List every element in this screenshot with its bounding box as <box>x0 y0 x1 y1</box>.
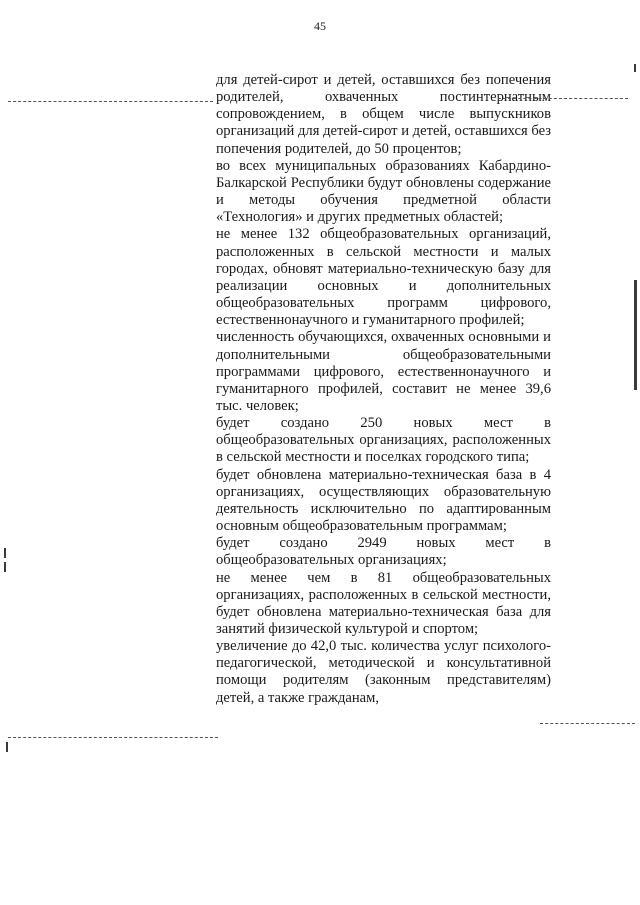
page-number: 45 <box>314 19 326 33</box>
paragraph-adapted-programs: будет обновлена материально-техническая база в 4 организациях, осуществляющих образовательную деятельность исключительно по адаптированным основным общеобразовательным программам; <box>216 466 551 535</box>
scan-mark-right-bar <box>634 280 637 390</box>
paragraph-new-places-rural: будет создано 250 новых мест в общеобразовательных организациях, расположенных в сельской местности и поселках городского типа; <box>216 415 551 466</box>
paragraph-technology-subject: во всех муниципальных образованиях Кабардино-Балкарской Республики будут обновлены содержание и методы обучения предметной области «Технология» и других предметных областей; <box>216 157 551 226</box>
scan-dash-line-bottom-right <box>540 723 635 724</box>
scan-mark-left-1 <box>4 548 6 558</box>
paragraph-sports-base: не менее чем в 81 общеобразовательных организациях, расположенных в сельской местности, будет обновлена материально-техническая база для занятий физической культурой и спортом; <box>216 569 551 637</box>
scan-mark-left-3 <box>6 742 8 752</box>
scan-mark-right-top <box>634 64 636 72</box>
document-body <box>216 72 551 707</box>
paragraph-rural-schools-base: не менее 132 общеобразовательных организаций, расположенных в сельской местности и малых городах, обновят материально-техническую базу для реализации основных и дополнительных общеобразовательных программ цифрового, естественнонаучного и гуманитарного профилей; <box>216 226 551 329</box>
scan-dash-line-top-right <box>498 98 628 99</box>
paragraph-new-places: будет создано 2949 новых мест в общеобразовательных организациях; <box>216 535 551 569</box>
paragraph-students-count: численность обучающихся, охваченных основными и дополнительными общеобразовательными программами цифрового, естественнонаучного и гуманитарного профилей, составит не менее 39,6 тыс. человек; <box>216 329 551 414</box>
paragraph-orphans-support: для детей-сирот и детей, оставшихся без попечения родителей, охваченных постинтернатным сопровождением, в общем числе выпускников организаций для детей-сирот и детей, оставшихся без попечения родителей, до 50 процентов; <box>216 72 552 157</box>
scan-dash-line-top-left <box>8 101 213 102</box>
paragraph-psych-services: увеличение до 42,0 тыс. количества услуг психолого-педагогической, методической и консультативной помощи родителям (законным представителям) детей, а также гражданам, <box>216 638 551 706</box>
scan-mark-left-2 <box>4 562 6 572</box>
scan-dash-line-bottom-left <box>8 737 218 738</box>
